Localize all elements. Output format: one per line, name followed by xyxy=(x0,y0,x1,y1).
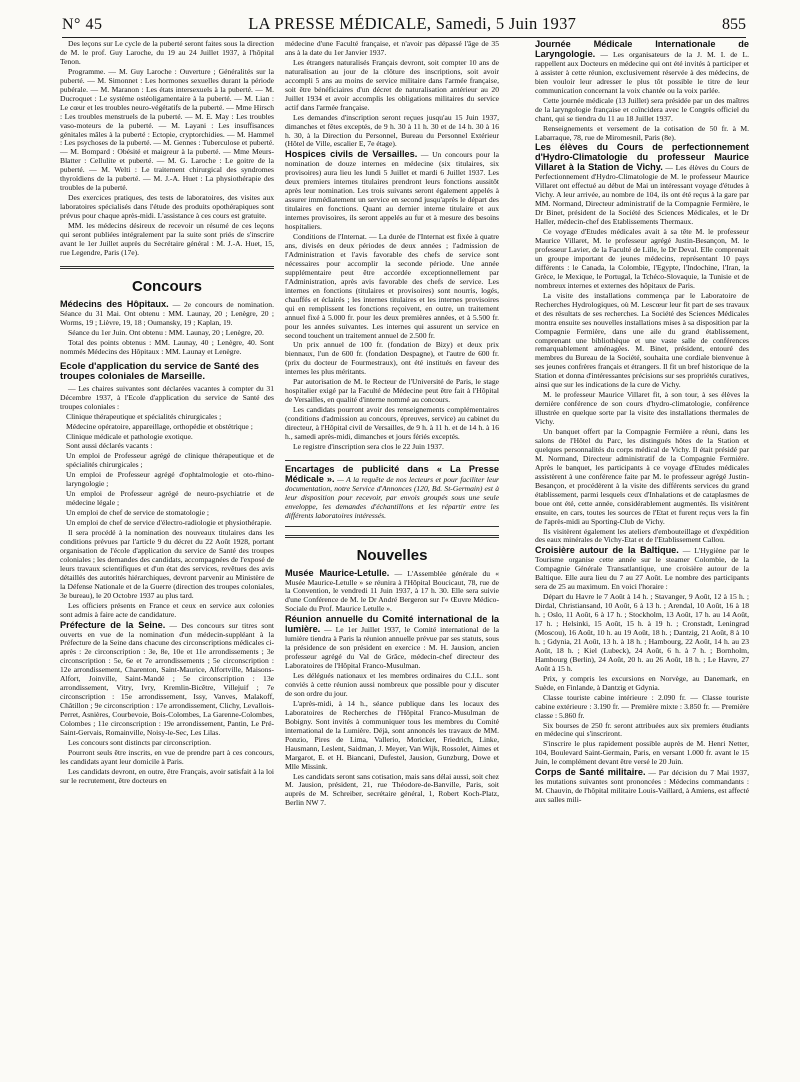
paragraph: — Les chaires suivantes sont déclarées vacantes à compter du 31 Décembre 1937, à l'Ecole d'application du service de Santé des troupes coloniales : xyxy=(60,383,274,411)
column-middle xyxy=(285,40,499,809)
heading-encartages: Encartages de publicité dans « La Presse Médicale ». xyxy=(285,463,499,484)
paragraph: Les étrangers naturalisés Français devront, soit compter 10 ans de naturalisation au jour de la clôture des inscriptions, soit avoir accompli 5 ans au moins de service militaire dans l'armée française, soit être bénéficiaires d'un décret de naturalisation antérieur au 20 Juillet 1934 et avoir accomplis les obligations militaires du service actif dans l'armée française. xyxy=(285,57,499,112)
paragraph xyxy=(285,150,499,232)
paragraph: Conditions de l'Internat. — La durée de l'Internat est fixée à quatre ans, divisés en deux périodes de deux années ; l'admission de l'Administration et l'avis favorable des chefs de service sont nécessaires pour accomplir la seconde période. Une année supplémentaire peut être accordée exceptionnellement par l'Administration, après avis favorable des chefs de service. Les internes en fonctions (titulaires et provisoires) sont nourris, logés, chauffés et éclairés ; les internes titulaires et les internes provisoires qui en remplissent les fonctions reçoivent, en outre, un traitement annuel fixé à 5.000 fr. pour les deux premières années, et à 5.500 fr. pour les années suivantes. Les internes qui assurent un service en second touchent un traitement annuel de 2.500 fr. xyxy=(285,232,499,340)
paragraph: Ce voyage d'Etudes médicales avait à sa tête M. le professeur Maurice Villaret, M. le professeur agrégé Justin-Besançon, M. le professeur Lavier, de la Faculté de Lille, le Dr Deval. Elle comprenait un groupe important de jeunes médecins, représentant 10 pays différents : le Canada, la Colombie, l'Egypte, l'Indochine, l'Iran, la Grèce, le Mexique, le Portugal, la Tchéco-Slovaquie, la Tunisie et de nombreux internes et externes des hôpitaux de Paris. xyxy=(535,227,749,290)
paragraph: Cette journée médicale (13 Juillet) sera présidée par un des maîtres de la laryngologie française et coïncidera avec le Congrès officiel du chant, qui se tiendra du 11 au 18 Juillet 1937. xyxy=(535,95,749,123)
paragraph: La visite des installations commença par le Laboratoire de Recherches Hydrologiques, où M. Lescœur leur fit part de ses travaux et des résultats de ses recherches. La Société des Sciences Médicales montra ensuite ses nouvelles installations mises à sa disposition par la Compagnie Fermière, dans une aile du grand établissement, comprenant une bibliothèque et une vaste salle de conférences remarquablement aménagées. M. Binet, président, entouré des membres du Bureau de la Société, souhaita une cordiale bienvenue à ses jeunes confrères français et étrangers. Il fit un bref historique de la Station et donna d'intéressantes précisions sur ses propriétés curatives, ainsi que sur les indications de la cure de Vichy. xyxy=(535,290,749,390)
paragraph: Classe touriste cabine intérieure : 2.090 fr. — Classe touriste cabine extérieure : 3.190 fr. — Première mixte : 3.850 fr. — Première classe : 5.860 fr. xyxy=(535,692,749,720)
heading-musee-letulle: Musée Maurice-Letulle. xyxy=(285,567,390,578)
divider xyxy=(60,266,274,269)
heading-medecins-hopitaux: Médecins des Hôpitaux. xyxy=(60,298,169,309)
paragraph: Des exercices pratiques, des tests de laboratoires, des visites aux laboratoires spécialisés dans l'étude des produits opothérapiques sont prévus pour chaque après-midi. L'assistance à ces cours est gratuite. xyxy=(60,193,274,221)
section-title-concours: Concours xyxy=(131,277,202,295)
paragraph xyxy=(60,621,274,738)
section-title-nouvelles: Nouvelles xyxy=(356,546,428,564)
list-item: Clinique thérapeutique et spécialités chirurgicales ; xyxy=(66,411,222,421)
paragraph: Total des points obtenus : MM. Launay, 40 ; Lenègre, 40. Sont nommés Médecins des Hôpitaux : MM. Launay et Lenègre. xyxy=(60,337,274,356)
paragraph: Les candidats seront sans cotisation, mais sans délai aussi, soit chez M. Jausion, président, 21, rue Théodore-de-Banville, Paris, soit auprès de M. Schreiber, secrétaire général, 1, Robert Koch-Platz, Berlin NW 7. xyxy=(285,771,499,808)
paragraph: Un banquet offert par la Compagnie Fermière a réuni, dans les salons de l'Hôtel du Parc, les distingués hôtes de la Station et quelques personnalités du corps médical de Vichy. Il était présidé par M. Normand, Directeur administratif de la Compagnie Fermière. Après le banquet, les participants à ce voyage d'Etudes médicales assistèrent à une conférence faite par M. le professeur agrégé Justin-Besançon, et procédèrent à la visite des différents services du grand établissement, parmi lesquels ceux d'Inhalations et de cataplasmes de boue ont été, cette année, considérablement augmentés. Ils visitèrent ensuite, en cars, toutes les sources de l'Etat et furent reçus vers la fin de l'après-midi au Sporting-Club de Vichy. xyxy=(535,427,749,526)
list-item: Médecine opératoire, appareillage, orthopédie et obstétrique ; xyxy=(66,421,253,431)
paragraph: Six bourses de 250 fr. seront attribuées aux six premiers étudiants en médecine qui s'inscriront. xyxy=(535,720,749,739)
paragraph xyxy=(285,465,499,521)
paragraph: Par autorisation de M. le Recteur de l'Université de Paris, le stage hospitalier exigé par la Faculté de Médecine peut être fait à l'Hôpital de Versailles, en qualité d'interne nommé au concours. xyxy=(285,377,499,405)
paragraph: L'après-midi, à 14 h., séance publique dans les locaux des Laboratoires de Recherches de l'Hôpital Franco-Musulman de Bobigny. Sont invités à communiquer tous les membres du Comité international de la Lumière. Déjà, sont annoncés les travaux de MM. Ponzio, Pires de Lima, Vallerio, Moricker, Friedrich, Linke, Hausmann, Leslent, Saidman, J. Meyer, Van Wijk, Rossolet, Aimes et Margarot, E. et H. Biancani, Dufestel, Jausion, Gunzburg, Dowe et Mlle Missink. xyxy=(285,698,499,771)
paragraph: Séance du 1er Juin. Ont obtenu : MM. Launay, 20 ; Lenègre, 20. xyxy=(68,327,264,337)
paragraph xyxy=(535,768,749,805)
text: — Les élèves du Cours de Perfectionnement d'Hydro-Climatologie de M. le professeur Maurice Villaret ont effectué au début de Mai un intéressant voyage d'études à Vichy. A leur arrivée, au nombre de 104, ils ont été reçus à la gare par MM. Normand, Directeur administratif de la Compagnie Fermière, le Dr Binet, président de la Société des Sciences Médicales, et le Dr Haller, médecin-chef des Etablissements Thermaux. xyxy=(535,163,749,227)
text: — 2e concours de nomination. Séance du 31 Mai. Ont obtenu : MM. Launay, 20 ; Lenègre, 20 ; Worms, 19 ; Lièvre, 19, 18 ; Oumansky, 19 ; Kaplan, 19. xyxy=(60,299,274,327)
paragraph xyxy=(60,300,274,328)
divider xyxy=(285,535,499,538)
paragraph: Le registre d'inscription sera clos le 22 Juin 1937. xyxy=(293,441,444,451)
paragraph xyxy=(285,615,499,671)
column-left xyxy=(60,40,274,787)
heading-comite-lumiere: Réunion annuelle du Comité international de la lumière. xyxy=(285,614,499,635)
journal-title: LA PRESSE MÉDICALE, Samedi, 5 Juin 1937 xyxy=(248,14,577,33)
heading-ecole-application: Ecole d'application du service de Santé des troupes coloniales de Marseille. xyxy=(60,360,260,383)
paragraph: S'inscrire le plus rapidement possible auprès de M. Henri Netter, 104, Boulevard Saint-Germain, Paris, en versant 1.000 fr. avant le 15 Juin, le complément devant être versé le 20 Juin. xyxy=(535,739,749,767)
list-item: Sont aussi déclarés vacants : xyxy=(66,441,153,451)
paragraph: Les délégués nationaux et les membres ordinaires du C.I.L. sont conviés à cette réunion aussi nombreux que possible pour y discuter de son ordre du jour. xyxy=(285,671,499,698)
paragraph: Programme. — M. Guy Laroche : Ouverture ; Généralités sur la puberté. — M. Simonnet : Les hormones sexuelles durant la période pubérale. — M. Maranon : Les états intersexuels à la puberté. — M. Ducroquet : Le système ostéoligamentaire à la puberté. — M. Lian : Le cœur et les troubles neuro-végétatifs de la puberté. — Mme Hirsch : Les troubles menstruels de la puberté. — M. E. May : Les troubles vaso-moteurs de la puberté. — M. Layani : Les insuffisances génitales mâles à la puberté : Ectopie, cryptorchidies. — M. Hammel : Les psychoses de la puberté. — M. Gennes : Tuberculose et puberté. — M. Bompard : Obésité et maigreur à la puberté. — Mme Meurs-Blatter : Cellulite et puberté. — M. G. Laroche : Le goitre de la puberté. — M. Welti : Le traitement chirurgical des syndromes thyroïdiens de la puberté. — M. J.-A. Huet : La physiothérapie des troubles de la puberté. xyxy=(60,66,274,193)
heading-cours-vichy: Les élèves du Cours de perfectionnement d'Hydro-Climatologie du professeur Maurice Villaret à la Station de Vichy. xyxy=(535,142,749,173)
column-right xyxy=(535,40,749,806)
text: — A la requête de nos lecteurs et pour faciliter leur documentation, notre Service d'Annonces (120, Bd. St-Germain) est à leur disposition pour recevoir, par envois groupés sous une seule enveloppe, les demandes d'échantillons et les répartir entre les différents laboratoires intéressés. xyxy=(285,474,499,520)
paragraph: médecine d'une Faculté française, et n'avoir pas dépassé l'âge de 35 ans à la date du 1er Janvier 1937. xyxy=(285,39,499,57)
text: — Le 1er Juillet 1937, le Comité international de la lumière tiendra à Paris la réunion annuelle prévue par ses statuts, sous la présidence de son président en exercice : M. H. Jausion, ancien professeur agrégé du Val de Grâce, médecin-chef directeur des Laboratoires de l'Hôpital Franco-Musulman. xyxy=(285,625,499,671)
paragraph: MM. les médecins désireux de recevoir un résumé de ces leçons qui seront publiées intégralement par la suite sont priés de s'inscrire avant le 1er Juillet auprès du Secrétaire général : M. J.-A. Huet, 15, rue Legendre, Paris (17e). xyxy=(60,221,274,257)
list-item: Un emploi de Professeur agrégé de clinique thérapeutique et de spécialités chirurgicales ; xyxy=(66,451,274,470)
text: — Les organisateurs de la J. M. I. de L. rappellent aux Docteurs en médecine qui ont été invités à participer et à assister à cette réunion, exclusivement réservée à des médecins, de bien vouloir leur adresser le plus tôt possible le titre de leur communication concernant la voix chantée ou la voix parlée. xyxy=(535,49,749,95)
advertising-notice xyxy=(285,460,499,527)
list-item: Un emploi de Professeur agrégé de neuro-psychiatrie et de médecine légale ; xyxy=(66,489,274,508)
paragraph: Pourront seuls être inscrits, en vue de prendre part à ces concours, les candidats ayant leur domicile à Paris. xyxy=(60,747,274,766)
paragraph: Les concours sont distincts par circonscription. xyxy=(68,737,211,747)
list-item: Un emploi de chef de service de stomatologie ; xyxy=(66,508,209,518)
list-item: Clinique médicale et pathologie exotique. xyxy=(66,431,193,441)
paragraph: Les demandes d'inscription seront reçues jusqu'au 15 Juin 1937, dimanches et fêtes exceptés, de 9 h. 30 à 11 h. 30 et de 14 h. 30 à 16 h. 30, à la Direction du Personnel, Bureau du Personnel Extérieur (Hôtel de Ville, escalier E, 7e étage). xyxy=(285,112,499,149)
paragraph: Un prix annuel de 100 fr. (fondation de Bizy) et deux prix biennaux, l'un de 600 fr. (fondation Despagne), et l'autre de 600 fr. (prix du docteur de Fourmestraux), ont été institués en faveur des internes les plus méritants. xyxy=(285,340,499,377)
paragraph: Il sera procédé à la nomination des nouveaux titulaires dans les conditions prévues par l'article 9 du décret du 22 Août 1928, portant organisation de l'école d'application du service de Santé des troupes coloniales ; les demandes des candidats, accompagnées de l'exposé de leurs travaux scientifiques et d'un état des services, revêtues des avis détaillés des autorités hiérarchiques, devront parvenir au Ministère de la Défense Nationale et de la Guerre (direction des troupes coloniales, 3e bureau), le 20 Octobre 1937 au plus tard. xyxy=(60,528,274,600)
heading-hospices-versailles: Hospices civils de Versailles. xyxy=(285,149,418,160)
paragraph: Les candidats devront, en outre, être Français, avoir satisfait à la loi sur le recrutement, être docteurs en xyxy=(60,766,274,785)
heading-journee-laryngologie: Journée Médicale Internationale de Laryngologie. xyxy=(535,39,749,59)
paragraph: Les candidats pourront avoir des renseignements complémentaires (conditions d'admission au concours, épreuves, service) au cabinet du directeur, à l'Hôpital civil de Versailles, de 9 h. à 11 h. et de 14 h. à 16 h., samedi après-midi, dimanches et jours fériés exceptés. xyxy=(285,405,499,441)
page-number: 855 xyxy=(721,16,746,33)
text: — Un concours pour la nomination de douze internes en médecine (six titulaires, six provisoires) aura lieu les lundi 5 Juillet et mardi 6 Juillet 1937. Les deux premiers internes titulaires prendront leurs fonctions aussitôt après leur nomination. Les trois suivants seront également appelés à assurer immédiatement un service en second jusqu'après le départ des titulaires en fonctions. Quant au dernier interne titulaire et aux internes provisoires, ils seront appelés au fur et à mesure des besoins hospitaliers. xyxy=(285,150,500,232)
paragraph: Les officiers présents en France et ceux en service aux colonies sont admis à faire acte de candidature. xyxy=(60,600,274,619)
paragraph: M. le professeur Maurice Villaret fit, à son tour, à ses élèves la dernière conférence de son cours d'hydro-climatologie, conférence illustrée en quelque sorte par la visite des installations thermales de Vichy. xyxy=(535,390,749,427)
paragraph: Renseignements et versement de la cotisation de 50 fr. à M. Labarraque, 78, rue de Miromesnil, Paris (8e). xyxy=(535,123,749,142)
text: — Des concours sur titres sont ouverts en vue de la nomination d'un médecin-suppléant à la Préfecture de la Seine dans chacune des circonscriptions médicales ci-après : 2e circonscription : 3e, 8e, 10e et 11e arrondissements ; 3e circonscription : 5e, 6e et 7e arrondissements ; 5e circonscription : 12e arrondissement, Charenton, Saint-Maurice, Alfortville, Maisons-Alfort, Joinville, Saint-Mandé ; 5e circonscription : 13e arrondissement, Vitry, Ivry, Kremlin-Bicêtre, Villejuif ; 7e circonscription : 15e arrondissement, Issy, Vanves, Malakoff, Châtillon ; 9e circonscription : 17e arrondissement, Clichy, Levallois-Perret, Asnières, Courbevoie, Bois-Colombes, La Garenne-Colombes, Colombes ; 11e circonscription : 19e arrondissement, Pantin, Le Pré-Saint-Gervais, Romainville, Noisy-le-Sec, Les Lilas. xyxy=(60,620,275,737)
list-item: Un emploi de Professeur agrégé d'ophtalmologie et oto-rhino-laryngologie ; xyxy=(66,470,274,489)
paragraph xyxy=(285,569,499,615)
list-item: Un emploi de chef de service d'électro-radiologie et physiothérapie. xyxy=(66,518,272,528)
paragraph xyxy=(535,143,749,227)
masthead xyxy=(62,8,746,38)
issue-number: N° 45 xyxy=(62,16,103,33)
text: — L'Assemblée générale du « Musée Maurice-Letulle » se réunira à l'Hôpital Boucicaut, 78, rue de la Convention, le vendredi 11 Juin 1937, à 17 h. 30. Elle sera suivie d'une Conférence de M. le Dr André Bergeron sur l'« Œuvre Médico-Sociale du Prof. Maurice Letulle ». xyxy=(285,568,500,614)
paragraph: Des leçons sur Le cycle de la puberté seront faites sous la direction de M. le prof. Guy Laroche, du 19 au 24 Juillet 1937, à l'hôpital Tenon. xyxy=(60,39,274,66)
heading-croisiere-baltique: Croisière autour de la Baltique. xyxy=(535,545,679,556)
paragraph xyxy=(535,40,749,96)
paragraph xyxy=(535,546,749,592)
text: — L'Hygiène par le Tourisme organise cette année sur le steamer Colombie, de la Compagnie Générale Transatlantique, une croisière autour de la Baltique. Elle aura lieu du 7 au 27 Août. Le nombre des participants sera de 25 au maximum. En voici l'horaire : xyxy=(535,546,749,592)
paragraph: Départ du Havre le 7 Août à 14 h. ; Stavanger, 9 Août, 12 à 15 h. ; Dirdal, Christiansand, 10 Août, 6 à 13 h. ; Arendal, 10 Août, 16 à 18 h. ; Oslo, 11 Août, 6 à 17 h. ; Stockholm, 13 Août, 17 h. au 14 Août, 17 h. ; Helsinki, 15 Août, 15 h. à 19 h. ; Cronstadt, Leningrad (Moscou), 16 Août, 10 h. au 19 Août, 18 h. ; Dantzig, 21 Août, 8 à 10 h. ; Gdynia, 21 Août, 13 h. à 18 h. ; Hambourg, 22 Août, 14 h. au 23 Août, 18 h. ; Kiel (Lubeck), 24 Août, 6 h. à 7 h. ; Bornholm, Hambourg (Berlin), 24 Août, 20 h. au 26 Août, 18 h. ; Le Havre, 27 Août à 15 h. xyxy=(535,592,749,673)
paragraph: Ils visitèrent également les ateliers d'embouteillage et d'expédition des eaux minérales de Vichy-Etat et de l'Etablissement Callou. xyxy=(535,526,749,545)
paragraph: Prix, y compris les excursions en Norvège, au Danemark, en Suède, en Finlande, à Dantzig et Gdynia. xyxy=(535,673,749,692)
heading-corps-sante-militaire: Corps de Santé militaire. xyxy=(535,767,646,778)
vacancy-list xyxy=(60,413,274,528)
text: — Par décision du 7 Mai 1937, les mutations suivantes sont prononcées : Médecins commandants : M. Chauvin, de l'hôpital militaire Louis-Vaillard, à Amiens, est affecté aux salles mili- xyxy=(535,768,750,805)
heading-prefecture-seine: Préfecture de la Seine. xyxy=(60,619,166,630)
